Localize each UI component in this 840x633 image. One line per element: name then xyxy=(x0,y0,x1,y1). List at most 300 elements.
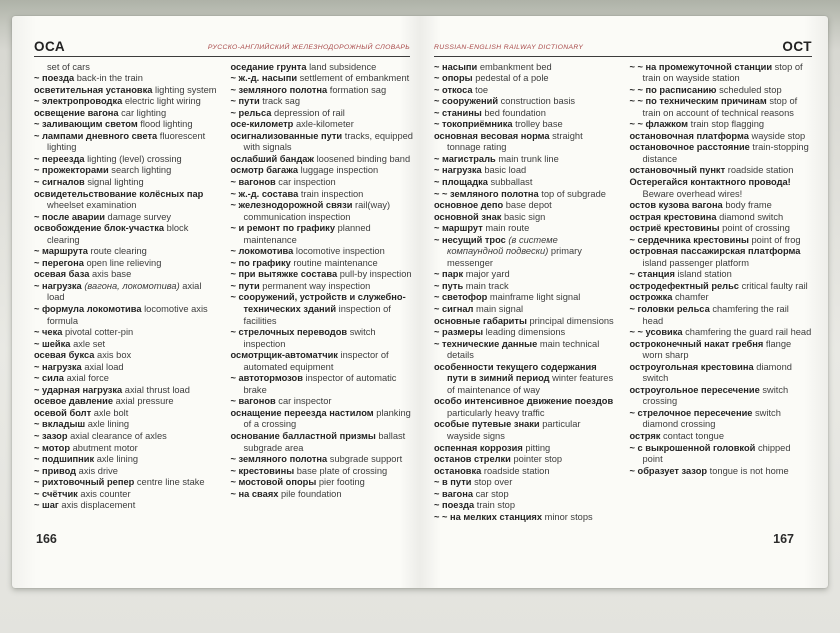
dictionary-entry xyxy=(630,235,813,247)
dictionary-entry xyxy=(434,454,617,466)
dictionary-entry xyxy=(434,304,617,316)
translation: pier footing xyxy=(316,477,365,488)
dictionary-entry xyxy=(434,177,617,189)
translation: axis displacement xyxy=(58,500,136,511)
headword: особые путевые знаки xyxy=(434,419,540,430)
dictionary-entry xyxy=(630,96,813,119)
translation: roadside station xyxy=(725,165,794,176)
translation: flood lighting xyxy=(137,119,193,130)
dictionary-entry xyxy=(34,165,218,177)
dictionary-entry xyxy=(34,431,218,443)
headword: ~ по графику xyxy=(230,257,291,268)
headword: осмотр багажа xyxy=(230,165,299,176)
page-number-right: 167 xyxy=(773,532,794,546)
dictionary-entry xyxy=(630,385,813,408)
dictionary-entry xyxy=(34,154,218,166)
translation: stop of train on account of technical reasons xyxy=(642,96,798,118)
headword: ~ с выкрошенной головкой xyxy=(629,442,756,453)
headword: ~ при вытяжке состава xyxy=(230,269,338,280)
dictionary-entry xyxy=(630,408,813,431)
headword: ~ подшипник xyxy=(34,454,95,465)
translation: embankment bed xyxy=(477,61,552,72)
dictionary-entry xyxy=(231,477,415,489)
dictionary-entry xyxy=(231,431,415,454)
dictionary-entry xyxy=(434,489,617,501)
dictionary-entry xyxy=(434,119,617,131)
translation: leading dimensions xyxy=(483,327,566,338)
headword: ~ пути xyxy=(230,280,260,291)
headword: особенности текущего содержания пути в зимний период xyxy=(434,361,597,384)
translation: axis counter xyxy=(77,488,131,499)
headword: ~ лампами дневного света xyxy=(34,130,158,141)
translation: primary messenger xyxy=(447,246,582,268)
dictionary-entry xyxy=(34,489,218,501)
headword: осевая букса xyxy=(34,350,95,361)
headword: остановочное расстояние xyxy=(629,142,750,153)
translation: main technical details xyxy=(447,338,600,361)
headword: оседание грунта xyxy=(230,61,307,72)
dictionary-entry xyxy=(34,362,218,374)
guide-word-left: ОСА xyxy=(34,39,66,54)
headword: осевая база xyxy=(34,269,90,280)
dictionary-entry xyxy=(434,477,617,489)
translation: train stop xyxy=(474,500,515,511)
dictionary-entry xyxy=(434,223,617,235)
dictionary-entry xyxy=(34,385,218,397)
translation: mainframe light signal xyxy=(487,292,581,303)
dictionary-entry xyxy=(434,108,617,120)
dictionary-entry xyxy=(34,408,218,420)
headword: ~ опоры xyxy=(434,73,473,84)
translation: axle lining xyxy=(85,419,130,430)
dictionary-entry xyxy=(231,281,415,293)
translation: axial force xyxy=(63,373,109,384)
headword: ~ автотормозов xyxy=(230,373,303,384)
translation: top of subgrade xyxy=(538,188,606,199)
headword: ~ сигналов xyxy=(34,176,85,187)
dictionary-entry xyxy=(34,500,218,512)
page-left xyxy=(12,16,420,588)
column xyxy=(630,62,813,524)
headword: останов стрелки xyxy=(434,454,511,465)
headword: основные габариты xyxy=(434,315,527,326)
dictionary-entry xyxy=(630,165,813,177)
translation: minor stops xyxy=(542,511,593,522)
dictionary-entry xyxy=(434,362,617,397)
usage-note: (вагона, локомотива) xyxy=(81,280,180,291)
dictionary-entry xyxy=(34,281,218,304)
headword: ~ и ремонт по графику xyxy=(230,223,335,234)
translation: switch diamond crossing xyxy=(642,407,781,430)
translation: lighting system xyxy=(152,84,217,95)
headword: ~ сердечника крестовины xyxy=(629,234,749,245)
translation: car inspector xyxy=(275,396,332,407)
headword: ~ шейка xyxy=(34,338,71,349)
translation: rail(way) communication inspection xyxy=(243,200,391,222)
dictionary-entry xyxy=(231,396,415,408)
headword: ~ маршрута xyxy=(34,246,88,257)
headword: ~ маршрут xyxy=(434,223,483,234)
translation: lighting (level) crossing xyxy=(84,153,182,164)
headword: ~ рихтовочный репер xyxy=(34,477,135,488)
headword: ~ на сваях xyxy=(230,488,279,499)
dictionary-entry xyxy=(231,200,415,223)
dictionary-entry xyxy=(231,131,415,154)
headword: острая крестовина xyxy=(629,211,717,222)
dictionary-entry xyxy=(231,269,415,281)
dictionary-entry xyxy=(630,281,813,293)
translation: axial clearance of axles xyxy=(67,431,167,441)
dictionary-entry xyxy=(434,396,617,419)
headword: ~ вагонов xyxy=(230,176,276,187)
dictionary-entry xyxy=(434,500,617,512)
headword: островная пассажирская платформа xyxy=(629,246,801,257)
translation: planking of a crossing xyxy=(243,407,411,430)
translation: subballast xyxy=(487,176,533,187)
translation: inspector of automatic brake xyxy=(243,373,397,395)
translation: straight tonnage rating xyxy=(447,130,583,153)
dictionary-entry xyxy=(630,443,813,466)
translation: axial load xyxy=(81,361,124,372)
usage-note: (в системе компаундной подвески) xyxy=(447,234,558,257)
dictionary-entry xyxy=(34,477,218,489)
translation: diamond switch xyxy=(642,361,792,384)
headword: ~ несущий трос xyxy=(434,234,506,245)
headword: ~ ~ флажком xyxy=(629,119,689,130)
translation: contact tongue xyxy=(660,431,724,441)
dictionary-entry xyxy=(231,466,415,478)
dictionary-entry xyxy=(34,85,218,97)
translation: locomotive axis formula xyxy=(47,303,208,326)
dictionary-entry xyxy=(434,281,617,293)
headword: ~ технические данные xyxy=(434,338,538,349)
headword: ~ поезда xyxy=(34,73,75,84)
dictionary-entry xyxy=(231,108,415,120)
translation: particular wayside signs xyxy=(447,419,581,441)
dictionary-entry xyxy=(630,327,813,339)
dictionary-entry xyxy=(231,85,415,97)
dictionary-entry xyxy=(34,62,218,74)
headword: ~ нагрузка xyxy=(34,280,82,291)
translation: train-stopping distance xyxy=(642,142,809,164)
dictionary-entry xyxy=(434,62,617,74)
translation: electric light wiring xyxy=(122,96,201,107)
headword: остряк xyxy=(629,431,661,441)
dictionary-title-russian: РУССКО-АНГЛИЙСКИЙ ЖЕЛЕЗНОДОРОЖНЫЙ СЛОВАРЬ xyxy=(207,43,410,51)
translation: point of crossing xyxy=(719,223,790,234)
headword: оспенная коррозия xyxy=(434,442,523,453)
page-header-left xyxy=(34,40,410,57)
translation: pedestal of a pole xyxy=(472,73,549,84)
translation: inspection of facilities xyxy=(243,303,391,326)
headword: осе-километр xyxy=(230,119,294,130)
headword: осветительная установка xyxy=(34,84,153,95)
dictionary-entry xyxy=(231,246,415,258)
headword: ~ станция xyxy=(629,269,675,280)
headword: ~ стрелочное пересечение xyxy=(629,407,753,418)
dictionary-entry xyxy=(434,154,617,166)
translation: axle-kilometer xyxy=(293,119,354,130)
translation: chamfering the guard rail head xyxy=(682,327,812,338)
headword: остановочный пункт xyxy=(629,165,726,176)
dictionary-entry xyxy=(231,292,415,327)
translation: main track xyxy=(463,280,509,291)
headword: ~ вкладыш xyxy=(34,419,86,430)
dictionary-entry xyxy=(231,154,415,166)
translation: main route xyxy=(482,223,530,234)
headword: освобождение блок-участка xyxy=(34,223,165,234)
translation: loosened binding band xyxy=(314,153,411,164)
translation: axial thrust load xyxy=(122,384,190,395)
headword: остродефектный рельс xyxy=(629,280,739,291)
translation: axle bolt xyxy=(91,407,129,418)
translation: subgrade support xyxy=(327,454,403,465)
headword: ~ мостовой опоры xyxy=(230,477,317,488)
dictionary-entry xyxy=(34,73,218,85)
headword: ~ головки рельса xyxy=(629,303,710,314)
translation: car lighting xyxy=(118,107,167,118)
headword: ~ земляного полотна xyxy=(230,454,328,465)
dictionary-entry xyxy=(231,62,415,74)
dictionary-title-english: RUSSIAN-ENGLISH RAILWAY DICTIONARY xyxy=(434,43,584,51)
translation: formation sag xyxy=(327,84,387,95)
dictionary-entry xyxy=(434,200,617,212)
column xyxy=(434,62,617,524)
translation: settlement of embankment xyxy=(297,73,410,84)
headword: ~ магистраль xyxy=(434,153,496,164)
translation: diamond switch xyxy=(716,211,784,222)
dictionary-entry xyxy=(434,96,617,108)
dictionary-entry xyxy=(231,177,415,189)
dictionary-entry xyxy=(34,454,218,466)
headword: остриё крестовины xyxy=(629,223,720,234)
headword: ~ мотор xyxy=(34,442,71,453)
translation: search lighting xyxy=(108,165,172,176)
translation: signal lighting xyxy=(84,176,144,187)
dictionary-entry xyxy=(434,443,617,455)
headword: остов кузова вагона xyxy=(629,200,723,211)
headword: остроугольная крестовина xyxy=(629,361,754,372)
headword: ~ счётчик xyxy=(34,488,78,499)
dictionary-entry xyxy=(231,327,415,350)
headword: ~ насыпи xyxy=(434,61,478,72)
dictionary-entry xyxy=(630,292,813,304)
headword: ~ стрелочных переводов xyxy=(230,327,348,338)
headword: ~ парк xyxy=(434,269,464,280)
dictionary-entry xyxy=(231,454,415,466)
headword: острожка xyxy=(629,292,673,303)
dictionary-entry xyxy=(34,327,218,339)
headword: ~ откоса xyxy=(434,84,473,95)
dictionary-entry xyxy=(630,362,813,385)
dictionary-entry xyxy=(34,96,218,108)
dictionary-entry xyxy=(34,350,218,362)
column xyxy=(231,62,415,512)
headword: ~ электропроводка xyxy=(34,96,123,107)
dictionary-entry xyxy=(231,258,415,270)
translation: stop of train on wayside station xyxy=(642,61,803,84)
headword: ~ вагона xyxy=(434,488,473,499)
translation: roadside station xyxy=(481,465,550,476)
translation: locomotive inspection xyxy=(293,246,385,257)
translation: pile foundation xyxy=(278,488,342,499)
dictionary-entry xyxy=(34,177,218,189)
translation: axis box xyxy=(94,350,132,361)
headword: основание балластной призмы xyxy=(230,431,376,441)
translation: back-in the train xyxy=(74,73,143,84)
dictionary-entry xyxy=(630,246,813,269)
translation: chamfering the rail head xyxy=(642,303,789,326)
headword: ~ площадка xyxy=(434,176,488,187)
translation: axial pressure xyxy=(113,396,174,407)
translation: island passenger platform xyxy=(642,257,749,268)
headword: ~ нагрузка xyxy=(434,165,482,176)
dictionary-entry xyxy=(630,339,813,362)
dictionary-entry xyxy=(630,212,813,224)
dictionary-entry xyxy=(34,419,218,431)
headword: ~ рельса xyxy=(230,107,272,118)
dictionary-entry xyxy=(434,292,617,304)
translation: pull-by inspection xyxy=(337,269,412,280)
translation: basic sign xyxy=(501,211,546,222)
headword: ~ станины xyxy=(434,107,482,118)
columns-left xyxy=(34,62,414,512)
dictionary-entry xyxy=(34,131,218,154)
dictionary-entry xyxy=(434,131,617,154)
headword: остановка xyxy=(434,465,482,476)
dictionary-entry xyxy=(434,466,617,478)
headword: ~ ж.-д. насыпи xyxy=(230,73,298,84)
headword: ослабший бандаж xyxy=(230,153,314,164)
dictionary-entry xyxy=(231,408,415,431)
translation: axle set xyxy=(70,338,106,349)
column xyxy=(34,62,218,512)
translation: train inspection xyxy=(298,188,364,199)
dictionary-entry xyxy=(630,177,813,200)
dictionary-entry xyxy=(434,212,617,224)
page-right xyxy=(420,16,828,588)
headword: ~ после аварии xyxy=(34,211,105,222)
translation: base plate of crossing xyxy=(294,465,388,476)
dictionary-entry xyxy=(434,316,617,328)
dictionary-entry xyxy=(34,269,218,281)
headword: основное депо xyxy=(434,200,504,211)
translation: axle lining xyxy=(94,454,139,465)
translation: chamfer xyxy=(672,292,709,303)
headword: ~ ~ по техническим причинам xyxy=(629,96,767,107)
dictionary-entry xyxy=(231,373,415,396)
headword: ~ ударная нагрузка xyxy=(34,384,123,395)
dictionary-entry xyxy=(34,373,218,385)
headword: ~ ~ на промежуточной станции xyxy=(629,61,773,72)
translation: block clearing xyxy=(47,223,189,245)
translation: open line relieving xyxy=(83,257,162,268)
headword: ~ пути xyxy=(230,96,260,107)
dictionary-entry xyxy=(630,131,813,143)
dictionary-entry xyxy=(434,189,617,201)
dictionary-entry xyxy=(630,223,813,235)
translation: point of frog xyxy=(748,234,801,245)
headword: освещение вагона xyxy=(34,107,119,118)
headword: ~ переезда xyxy=(34,153,85,164)
headword: ~ железнодорожной связи xyxy=(230,200,353,211)
dictionary-entry xyxy=(34,258,218,270)
headword: остроугольное пересечение xyxy=(629,384,760,395)
translation: principal dimensions xyxy=(526,315,614,326)
headword: ~ светофор xyxy=(434,292,488,303)
page-header-right xyxy=(434,40,812,57)
dictionary-entry xyxy=(231,189,415,201)
translation: winter features of maintenance of way xyxy=(447,373,614,395)
headword: ~ шаг xyxy=(34,500,59,511)
headword: ~ зазор xyxy=(34,431,68,441)
translation: axis base xyxy=(89,269,132,280)
translation: abutment motor xyxy=(70,442,138,453)
translation: main trunk line xyxy=(495,153,559,164)
translation: route clearing xyxy=(87,246,147,257)
dictionary-entry xyxy=(231,223,415,246)
dictionary-entry xyxy=(34,189,218,212)
headword: ~ формула локомотива xyxy=(34,303,142,314)
translation: tracks, equipped with signals xyxy=(243,130,413,153)
dictionary-entry xyxy=(231,73,415,85)
headword: ~ образует зазор xyxy=(629,465,708,476)
translation: chipped point xyxy=(642,442,791,465)
translation: luggage inspection xyxy=(298,165,379,176)
headword: ~ вагонов xyxy=(230,396,276,407)
headword: ~ заливающим светом xyxy=(34,119,138,130)
headword: ~ ~ на мелких станциях xyxy=(434,511,543,522)
translation: centre line stake xyxy=(134,477,205,488)
translation: body frame xyxy=(722,200,772,211)
translation: scheduled stop xyxy=(716,84,782,95)
page-number-left: 166 xyxy=(36,532,57,546)
translation: wayside stop xyxy=(748,130,806,141)
translation: flange worn sharp xyxy=(642,338,792,361)
headword: ~ ~ земляного полотна xyxy=(434,188,539,199)
translation: depression of rail xyxy=(271,107,345,118)
columns-right xyxy=(434,62,812,524)
translation: particularly heavy traffic xyxy=(447,407,545,418)
dictionary-entry xyxy=(434,235,617,270)
translation: car stop xyxy=(473,488,509,499)
translation: permanent way inspection xyxy=(259,280,371,291)
dictionary-entry xyxy=(630,431,813,443)
translation: car inspection xyxy=(275,176,336,187)
dictionary-entry xyxy=(34,108,218,120)
translation: switch crossing xyxy=(642,384,789,407)
dictionary-entry xyxy=(34,443,218,455)
dictionary-entry xyxy=(434,327,617,339)
translation: trolley base xyxy=(512,119,563,130)
dictionary-entry xyxy=(630,142,813,165)
headword: ~ локомотива xyxy=(230,246,294,257)
translation: Beware overhead wires! xyxy=(642,188,743,199)
headword: ~ путь xyxy=(434,280,464,291)
dictionary-entry xyxy=(630,466,813,478)
headword: ~ размеры xyxy=(434,327,484,338)
dictionary-entry xyxy=(434,419,617,442)
headword: ~ поезда xyxy=(434,500,475,511)
headword: освидетельствование колёсных пар xyxy=(34,188,204,199)
headword: ~ ~ по расписанию xyxy=(629,84,717,95)
dictionary-entry xyxy=(434,73,617,85)
dictionary-entry xyxy=(434,85,617,97)
dictionary-entry xyxy=(630,119,813,131)
translation: pitting xyxy=(522,442,551,453)
translation: main signal xyxy=(473,303,524,314)
translation: stop over xyxy=(471,477,513,488)
